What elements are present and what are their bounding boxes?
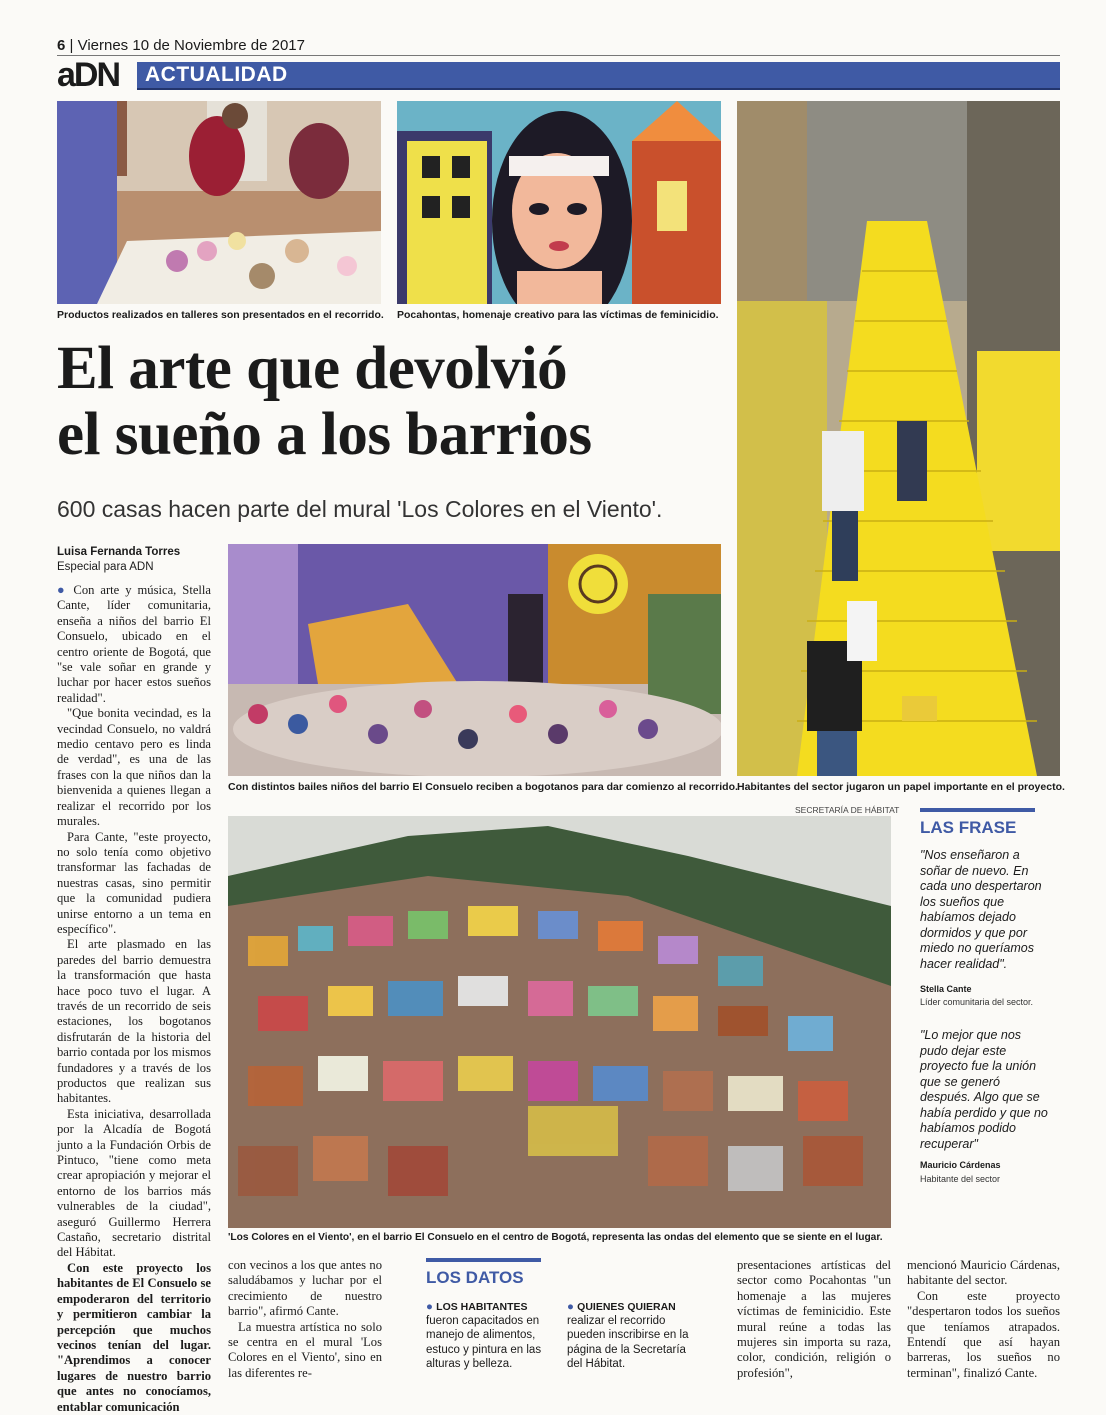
products-illustration — [57, 101, 381, 304]
issue-date: Viernes 10 de Noviembre de 2017 — [77, 37, 305, 54]
caption-dancing-children: Con distintos bailes niños del barrio El Consuelo reciben a bogotanos para dar comienzo al recorrido. — [228, 781, 738, 793]
headline-line-1: El arte que devolvió — [57, 335, 568, 402]
paragraph: mencionó Mauricio Cárdenas, habitante del sector. — [907, 1258, 1060, 1288]
paragraph: "Que bonita vecindad, es la vecindad Consuelo, no valdrá medio centavo pero es linda de verdad", es una de las frases con la que niños dan la bienvenida a quienes llegan a realizar el recorrido por los murales. — [57, 706, 211, 829]
quote-mauricio: "Lo mejor que nos pudo dejar este proyecto fue la unión que se generó después. Algo que se había perdido y que no habíamos podido recuperar" — [920, 1028, 1048, 1151]
bullet-icon: ● — [426, 1301, 437, 1313]
caption-pocahontas: Pocahontas, homenaje creativo para las víctimas de feminicidio. — [397, 309, 719, 321]
section-bar — [137, 62, 1060, 90]
dato-habitantes: ● LOS HABITANTES fueron capacitados en manejo de alimentos, estuco y pintura en las alturas y belleza. — [426, 1301, 542, 1370]
paragraph: Esta iniciativa, desarrollada por la Alcadía de Bogotá junto a la Fundación Orbis de Pintuco, "tiene como meta crear apropiación y mejorar el entorno de los barrios más vulnerables de la ciudad", aseguró Guillermo Herrera Castaño, secretario distrital del Hábitat. — [57, 1106, 211, 1260]
children-illustration — [228, 544, 721, 776]
bullet-icon: ● — [57, 583, 74, 597]
quote-role-mauricio: Habitante del sector — [920, 1174, 1001, 1184]
article-column-2 — [228, 1258, 382, 1381]
paragraph: El arte plasmado en las paredes del barrio demuestra la transformación que hasta hace poco tuvo el lugar. A través de un recorrido de seis estaciones, los bogotanos disfrutarán de la historia del barrio contada por los mismos fundadores y a través de los productos que realizan sus habitantes. — [57, 937, 211, 1106]
mural-illustration — [397, 101, 721, 304]
dato-quienes-quieran: ● QUIENES QUIERAN realizar el recorrido pueden inscribirse en la página de la Secretaría del Hábitat. — [567, 1301, 689, 1370]
headline — [57, 336, 737, 468]
quote-author-mauricio: Mauricio Cárdenas — [920, 1160, 1001, 1170]
stairs-illustration — [737, 101, 1060, 776]
header-rule — [57, 55, 1060, 56]
las-frase-title: LAS FRASE — [920, 818, 1017, 837]
caption-products: Productos realizados en talleres son presentados en el recorrido. — [57, 309, 384, 321]
photo-pocahontas-mural — [397, 101, 721, 304]
author-role: Especial para ADN — [57, 561, 154, 573]
photo-dancing-children — [228, 544, 721, 776]
caption-stairs: Habitantes del sector jugaron un papel importante en el proyecto. — [737, 781, 1065, 793]
paragraph: La muestra artística no solo se centra en el mural 'Los Colores en el Viento', sino en las diferentes re- — [228, 1319, 382, 1380]
hillside-illustration — [228, 816, 891, 1228]
article-column-1 — [57, 583, 211, 1415]
adn-logo: aDN — [57, 56, 120, 94]
paragraph: con vecinos a los que antes no saludábamos y luchar por el crecimiento de nuestro barrio", afirmó Cante. — [228, 1258, 382, 1319]
section-title: ACTUALIDAD — [145, 63, 288, 86]
paragraph: Para Cante, "este proyecto, no solo tenía como objetivo transformar las fachadas de nuestras casas, sino permitir que la comunidad pudiera unirse entorno a un tema en específico". — [57, 829, 211, 936]
los-datos-title: LOS DATOS — [426, 1268, 524, 1287]
bullet-icon: ● — [567, 1301, 578, 1313]
caption-hillside: 'Los Colores en el Viento', en el barrio El Consuelo en el centro de Bogotá, representa las ondas del elemento que se siente en el lugar. — [228, 1232, 883, 1243]
quote-author-stella: Stella Cante — [920, 984, 972, 994]
quote-stella: "Nos enseñaron a soñar de nuevo. En cada uno despertaron los sueños que habíamos dejado dormidos y que por miedo no queríamos hacer realidad". — [920, 848, 1042, 971]
paragraph: Con este proyecto "despertaron todos los sueños que teníamos atrapados. Entendí que así hayan barreras, los sueños no terminan", finalizó Cante. — [907, 1288, 1060, 1380]
paragraph: ● Con arte y música, Stella Cante, líder comunitaria, enseña a niños del barrio El Consuelo, ubicado en el centro oriente de Bogotá, que "se vale soñar en grande y luchar por hacer estos sueños realidad". — [57, 583, 211, 705]
article-column-4 — [737, 1258, 891, 1381]
page-number: 6 — [57, 37, 66, 54]
datos-rule — [426, 1258, 541, 1262]
paragraph: Con este proyecto los habitantes de El Consuelo se empoderaron del territorio y permitieron cambiar la percepción que muchos vecinos tenían del lugar. "Aprendimos a conocer lugares de nuestro barrio que antes no conocíamos, entablar comunicación — [57, 1260, 211, 1414]
photo-products — [57, 101, 381, 304]
deck: 600 casas hacen parte del mural 'Los Colores en el Viento'. — [57, 496, 663, 522]
headline-line-2: el sueño a los barrios — [57, 401, 592, 468]
frase-rule — [920, 808, 1035, 812]
author-name: Luisa Fernanda Torres — [57, 546, 181, 558]
paragraph: presentaciones artísticas del sector como Pocahontas "un homenaje a las mujeres víctimas de feminicidio. Este mural reúne a todas las mujeres sin importa su raza, color, condición, religión o profesión", — [737, 1258, 891, 1380]
photo-credit: SECRETARÍA DE HÁBITAT — [795, 805, 900, 815]
article-column-5 — [907, 1258, 1060, 1381]
page-header: 6 | Viernes 10 de Noviembre de 2017 — [57, 37, 305, 54]
photo-colorful-hillside — [228, 816, 891, 1228]
quote-role-stella: Líder comunitaria del sector. — [920, 997, 1034, 1007]
photo-yellow-stairs — [737, 101, 1060, 776]
